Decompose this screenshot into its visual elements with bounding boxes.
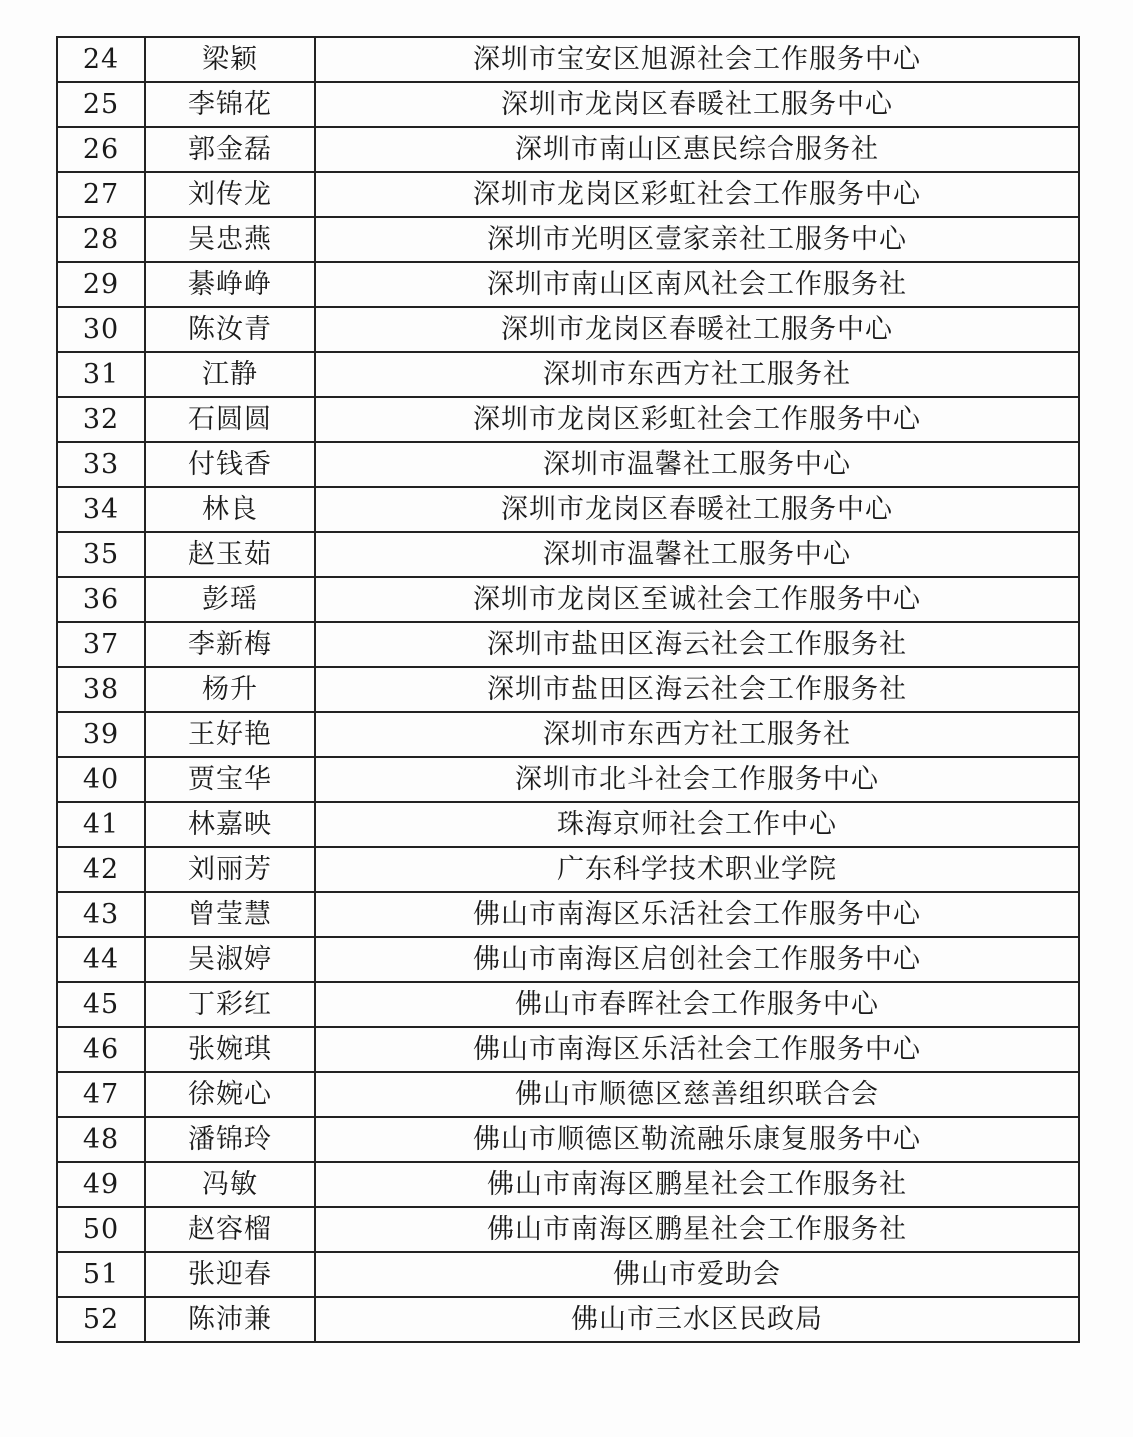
table-row — [57, 667, 1079, 712]
organization-cell: 深圳市北斗社会工作服务中心 — [315, 757, 1079, 802]
table-row — [57, 757, 1079, 802]
person-name-cell: 付钱香 — [145, 442, 315, 487]
person-name-cell: 林良 — [145, 487, 315, 532]
table-row — [57, 847, 1079, 892]
organization-cell: 深圳市龙岗区春暖社工服务中心 — [315, 487, 1079, 532]
organization-cell: 深圳市龙岗区至诚社会工作服务中心 — [315, 577, 1079, 622]
person-name-cell: 李新梅 — [145, 622, 315, 667]
person-name-cell: 王好艳 — [145, 712, 315, 757]
organization-cell: 佛山市南海区启创社会工作服务中心 — [315, 937, 1079, 982]
row-number-cell: 27 — [57, 172, 145, 217]
organization-cell: 佛山市春晖社会工作服务中心 — [315, 982, 1079, 1027]
table-row — [57, 172, 1079, 217]
row-number-cell: 38 — [57, 667, 145, 712]
person-name-cell: 吴淑婷 — [145, 937, 315, 982]
person-name-cell: 赵玉茹 — [145, 532, 315, 577]
person-name-cell: 潘锦玲 — [145, 1117, 315, 1162]
organization-cell: 佛山市南海区乐活社会工作服务中心 — [315, 1027, 1079, 1072]
row-number-cell: 37 — [57, 622, 145, 667]
row-number-cell: 29 — [57, 262, 145, 307]
row-number-cell: 46 — [57, 1027, 145, 1072]
organization-cell: 佛山市南海区鹏星社会工作服务社 — [315, 1162, 1079, 1207]
row-number-cell: 41 — [57, 802, 145, 847]
organization-cell: 深圳市盐田区海云社会工作服务社 — [315, 667, 1079, 712]
person-name-cell: 綦峥峥 — [145, 262, 315, 307]
table-row — [57, 532, 1079, 577]
organization-cell: 深圳市龙岗区彩虹社会工作服务中心 — [315, 172, 1079, 217]
person-name-cell: 贾宝华 — [145, 757, 315, 802]
row-number-cell: 48 — [57, 1117, 145, 1162]
person-name-cell: 张迎春 — [145, 1252, 315, 1297]
organization-cell: 珠海京师社会工作中心 — [315, 802, 1079, 847]
person-name-cell: 陈沛兼 — [145, 1297, 315, 1342]
table-row — [57, 1162, 1079, 1207]
row-number-cell: 49 — [57, 1162, 145, 1207]
person-name-cell: 刘丽芳 — [145, 847, 315, 892]
table-row — [57, 37, 1079, 82]
person-name-cell: 冯敏 — [145, 1162, 315, 1207]
row-number-cell: 44 — [57, 937, 145, 982]
organization-cell: 佛山市南海区鹏星社会工作服务社 — [315, 1207, 1079, 1252]
table-row — [57, 892, 1079, 937]
organization-cell: 深圳市东西方社工服务社 — [315, 352, 1079, 397]
organization-cell: 深圳市南山区惠民综合服务社 — [315, 127, 1079, 172]
row-number-cell: 45 — [57, 982, 145, 1027]
row-number-cell: 32 — [57, 397, 145, 442]
organization-cell: 广东科学技术职业学院 — [315, 847, 1079, 892]
table-row — [57, 712, 1079, 757]
person-name-cell: 吴忠燕 — [145, 217, 315, 262]
table-row — [57, 307, 1079, 352]
table-row — [57, 1297, 1079, 1342]
organization-cell: 佛山市三水区民政局 — [315, 1297, 1079, 1342]
table-row — [57, 487, 1079, 532]
row-number-cell: 24 — [57, 37, 145, 82]
table-row — [57, 82, 1079, 127]
organization-cell: 深圳市宝安区旭源社会工作服务中心 — [315, 37, 1079, 82]
row-number-cell: 31 — [57, 352, 145, 397]
table-row — [57, 397, 1079, 442]
row-number-cell: 35 — [57, 532, 145, 577]
row-number-cell: 51 — [57, 1252, 145, 1297]
person-name-cell: 赵容榴 — [145, 1207, 315, 1252]
table-row — [57, 1252, 1079, 1297]
table-row — [57, 262, 1079, 307]
table-row — [57, 1027, 1079, 1072]
row-number-cell: 34 — [57, 487, 145, 532]
table-row — [57, 622, 1079, 667]
row-number-cell: 50 — [57, 1207, 145, 1252]
person-name-cell: 彭瑶 — [145, 577, 315, 622]
table-row — [57, 1207, 1079, 1252]
organization-cell: 深圳市龙岗区春暖社工服务中心 — [315, 307, 1079, 352]
organization-cell: 佛山市顺德区勒流融乐康复服务中心 — [315, 1117, 1079, 1162]
table-row — [57, 1117, 1079, 1162]
row-number-cell: 47 — [57, 1072, 145, 1117]
person-name-cell: 陈汝青 — [145, 307, 315, 352]
organization-cell: 深圳市温馨社工服务中心 — [315, 532, 1079, 577]
row-number-cell: 28 — [57, 217, 145, 262]
row-number-cell: 39 — [57, 712, 145, 757]
person-name-cell: 林嘉映 — [145, 802, 315, 847]
table-row — [57, 982, 1079, 1027]
row-number-cell: 25 — [57, 82, 145, 127]
organization-cell: 深圳市东西方社工服务社 — [315, 712, 1079, 757]
person-name-cell: 曾莹慧 — [145, 892, 315, 937]
row-number-cell: 30 — [57, 307, 145, 352]
organization-cell: 深圳市盐田区海云社会工作服务社 — [315, 622, 1079, 667]
organization-cell: 佛山市顺德区慈善组织联合会 — [315, 1072, 1079, 1117]
table-row — [57, 442, 1079, 487]
person-name-cell: 石圆圆 — [145, 397, 315, 442]
row-number-cell: 40 — [57, 757, 145, 802]
table-row — [57, 802, 1079, 847]
row-number-cell: 42 — [57, 847, 145, 892]
table-row — [57, 1072, 1079, 1117]
organization-cell: 深圳市龙岗区彩虹社会工作服务中心 — [315, 397, 1079, 442]
table-row — [57, 577, 1079, 622]
roster-table-body — [57, 37, 1079, 1342]
roster-table — [56, 36, 1080, 1343]
row-number-cell: 33 — [57, 442, 145, 487]
row-number-cell: 52 — [57, 1297, 145, 1342]
table-row — [57, 937, 1079, 982]
organization-cell: 佛山市爱助会 — [315, 1252, 1079, 1297]
person-name-cell: 丁彩红 — [145, 982, 315, 1027]
organization-cell: 佛山市南海区乐活社会工作服务中心 — [315, 892, 1079, 937]
organization-cell: 深圳市龙岗区春暖社工服务中心 — [315, 82, 1079, 127]
table-row — [57, 217, 1079, 262]
person-name-cell: 杨升 — [145, 667, 315, 712]
organization-cell: 深圳市温馨社工服务中心 — [315, 442, 1079, 487]
organization-cell: 深圳市南山区南风社会工作服务社 — [315, 262, 1079, 307]
organization-cell: 深圳市光明区壹家亲社工服务中心 — [315, 217, 1079, 262]
table-row — [57, 127, 1079, 172]
person-name-cell: 梁颖 — [145, 37, 315, 82]
person-name-cell: 江静 — [145, 352, 315, 397]
person-name-cell: 郭金磊 — [145, 127, 315, 172]
person-name-cell: 徐婉心 — [145, 1072, 315, 1117]
row-number-cell: 43 — [57, 892, 145, 937]
person-name-cell: 张婉琪 — [145, 1027, 315, 1072]
row-number-cell: 26 — [57, 127, 145, 172]
person-name-cell: 李锦花 — [145, 82, 315, 127]
person-name-cell: 刘传龙 — [145, 172, 315, 217]
table-row — [57, 352, 1079, 397]
row-number-cell: 36 — [57, 577, 145, 622]
